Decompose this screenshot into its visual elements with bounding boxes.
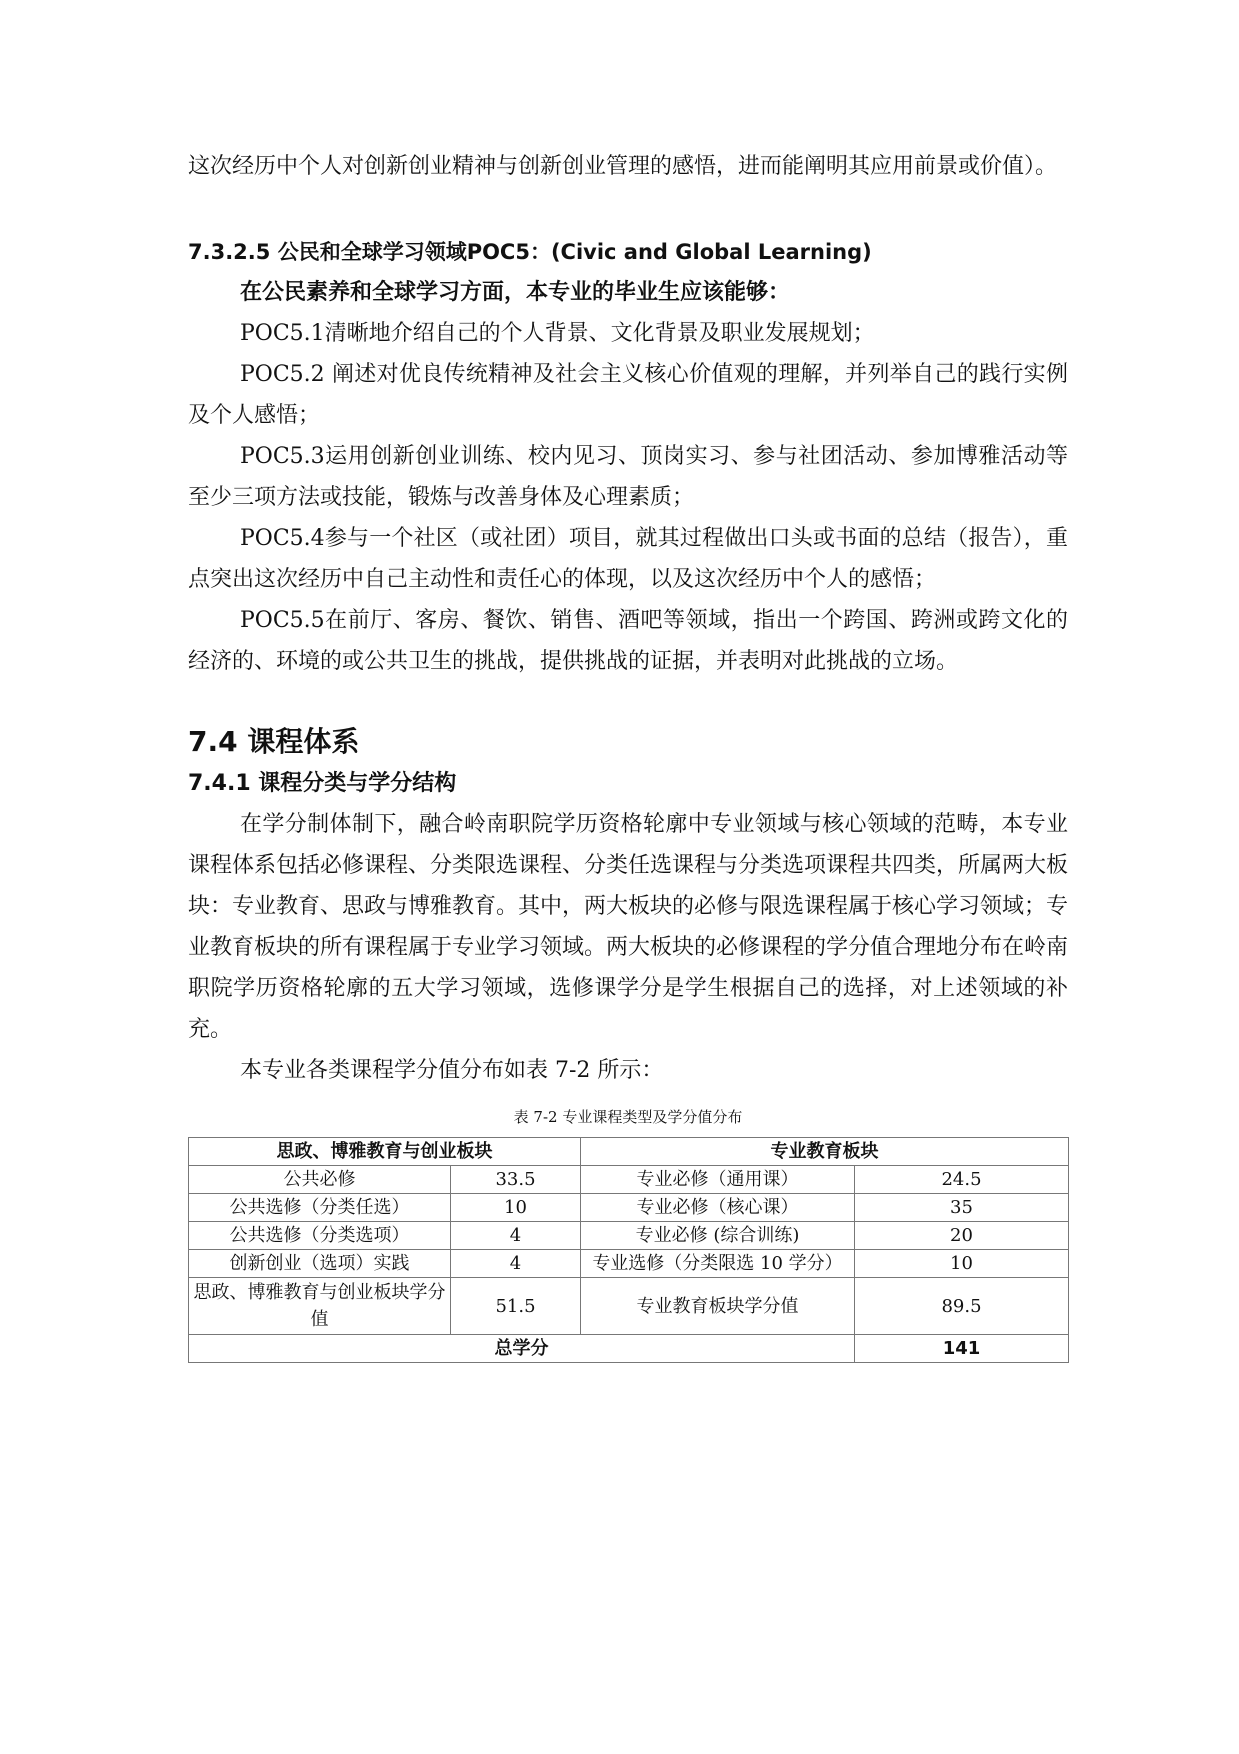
- left-value: 4: [451, 1222, 581, 1250]
- table-header-row: [189, 1138, 1069, 1166]
- left-item: 创新创业（选项）实践: [189, 1250, 451, 1278]
- table-row: [189, 1166, 1069, 1194]
- table-row: [189, 1194, 1069, 1222]
- continued-paragraph: 这次经历中个人对创新创业精神与创新创业管理的感悟，进而能阐明其应用前景或价值）。: [188, 154, 1058, 179]
- right-item: 专业必修（通用课）: [581, 1166, 855, 1194]
- left-value: 33.5: [451, 1166, 581, 1194]
- left-item: 思政、博雅教育与创业板块学分值: [189, 1278, 451, 1335]
- left-value: 10: [451, 1194, 581, 1222]
- left-value: 4: [451, 1250, 581, 1278]
- total-label: 总学分: [189, 1335, 855, 1363]
- table-row: [189, 1278, 1069, 1335]
- section-741-heading: 7.4.1 课程分类与学分结构: [188, 771, 457, 796]
- left-value: 51.5: [451, 1278, 581, 1335]
- credit-distribution-table: [188, 1137, 1069, 1363]
- right-item: 专业必修 (综合训练): [581, 1222, 855, 1250]
- poc-item: POC5.3运用创新创业训练、校内见习、顶岗实习、参与社团活动、参加博雅活动等至少三项方法或技能，锻炼与改善身体及心理素质；: [188, 444, 1068, 510]
- header-right: 专业教育板块: [581, 1138, 1069, 1166]
- table-reference-paragraph: 本专业各类课程学分值分布如表 7-2 所示：: [240, 1058, 664, 1083]
- poc-item: POC5.4参与一个社区（或社团）项目，就其过程做出口头或书面的总结（报告），重点突出这次经历中自己主动性和责任心的体现，以及这次经历中个人的感悟；: [188, 526, 1068, 592]
- right-value: 10: [855, 1250, 1069, 1278]
- poc-item: POC5.2 阐述对优良传统精神及社会主义核心价值观的理解，并列举自己的践行实例及个人感悟；: [188, 362, 1068, 428]
- right-item: 专业选修（分类限选 10 学分）: [581, 1250, 855, 1278]
- curriculum-paragraph: 在学分制体制下，融合岭南职院学历资格轮廓中专业领域与核心领域的范畴，本专业课程体系包括必修课程、分类限选课程、分类任选课程与分类选项课程共四类，所属两大板块：专业教育、思政与博雅教育。其中，两大板块的必修与限选课程属于核心学习领域；专业教育板块的所有课程属于专业学习领域。两大板块的必修课程的学分值合理地分布在岭南职院学历资格轮廓的五大学习领域，选修课学分是学生根据自己的选择，对上述领域的补充。: [188, 812, 1069, 1042]
- right-value: 20: [855, 1222, 1069, 1250]
- right-item: 专业教育板块学分值: [581, 1278, 855, 1335]
- right-value: 24.5: [855, 1166, 1069, 1194]
- table-row: [189, 1222, 1069, 1250]
- table-row: [189, 1250, 1069, 1278]
- total-value: 141: [855, 1335, 1069, 1363]
- header-left: 思政、博雅教育与创业板块: [189, 1138, 581, 1166]
- left-item: 公共必修: [189, 1166, 451, 1194]
- left-item: 公共选修（分类任选）: [189, 1194, 451, 1222]
- section-7325-lead: 在公民素养和全球学习方面，本专业的毕业生应该能够：: [240, 280, 791, 305]
- table-total-row: [189, 1335, 1069, 1363]
- poc-item: POC5.1清晰地介绍自己的个人背景、文化背景及职业发展规划；: [240, 321, 875, 346]
- section-7325-heading: 7.3.2.5 公民和全球学习领域POC5：(Civic and Global Learning): [188, 240, 872, 264]
- section-74-heading: 7.4 课程体系: [188, 725, 360, 758]
- page-content: [188, 146, 1068, 1363]
- poc-item: POC5.5在前厅、客房、餐饮、销售、酒吧等领域，指出一个跨国、跨洲或跨文化的经济的、环境的或公共卫生的挑战，提供挑战的证据，并表明对此挑战的立场。: [188, 608, 1068, 674]
- right-value: 89.5: [855, 1278, 1069, 1335]
- right-item: 专业必修（核心课）: [581, 1194, 855, 1222]
- right-value: 35: [855, 1194, 1069, 1222]
- left-item: 公共选修（分类选项）: [189, 1222, 451, 1250]
- table-caption: 表 7-2 专业课程类型及学分值分布: [513, 1108, 743, 1126]
